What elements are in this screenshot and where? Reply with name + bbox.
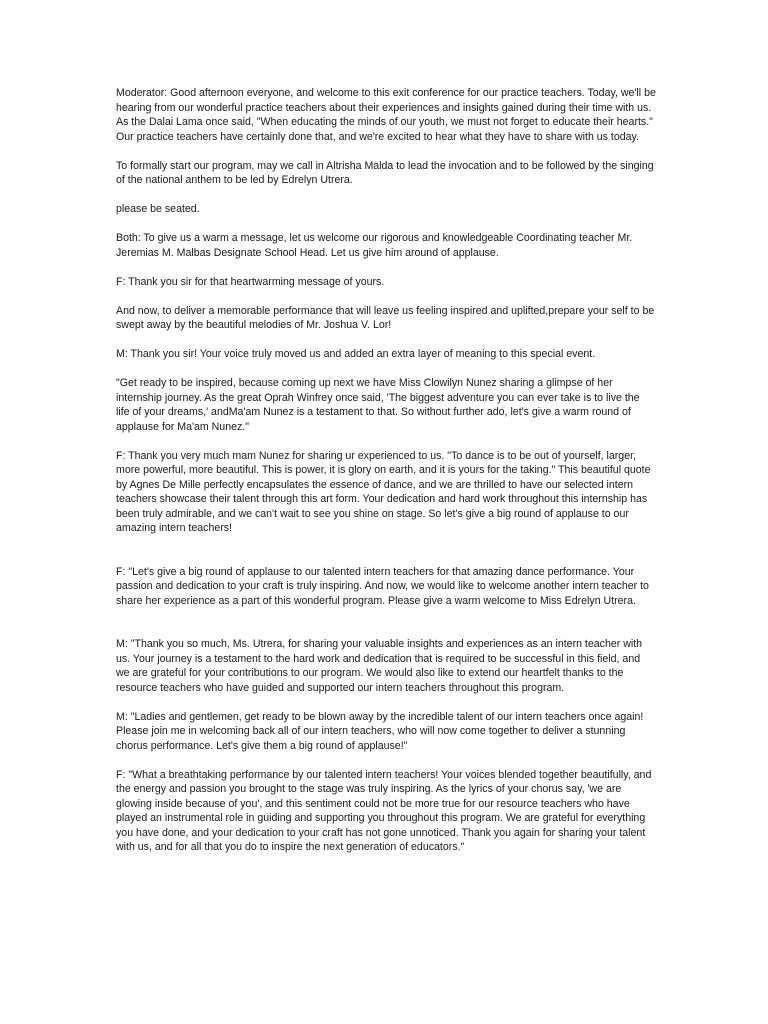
paragraph-program-start: To formally start our program, may we call in Altrisha Malda to lead the invocation and to be followed by the singing of the national anthem to be led by Edrelyn Utrera. (116, 159, 654, 186)
paragraph-nunez-intro: "Get ready to be inspired, because coming up next we have Miss Clowilyn Nunez sharing a glimpse of her internship journey. As the great Oprah Winfrey once said, 'The biggest adventure you can ever take is to live the life of your dreams,' andMa'am Nunez is a testament to that. So without further ado, let's give a warm round of applause for Ma'am Nunez." (116, 377, 640, 433)
paragraph-voice-moved: M: Thank you sir! Your voice truly moved us and added an extra layer of meaning to this special event. (116, 348, 596, 360)
document-page (116, 86, 656, 869)
paragraph-utrera-intro: F: "Let's give a big round of applause to our talented intern teachers for that amazing dance performance. Your passion and dedication to your craft is truly inspiring. And now, we would like to welcome another intern teacher to share her experience as a part of this wonderful program. Please give a warm welcome to Miss Edrelyn Utrera. (116, 565, 649, 607)
paragraph-chorus-intro: M: "Ladies and gentlemen, get ready to be blown away by the incredible talent of our intern teachers once again! Please join me in welcoming back all of our intern teachers, who will now come together to deliver a stunning chorus performance. Let's give them a big round of applause!" (116, 710, 644, 752)
paragraph-dance-quote: F: Thank you very much mam Nunez for sharing ur experienced to us. "To dance is to be out of yourself, larger, more powerful, more beautiful. This is power, it is glory on earth, and it is yours for the taking." This beautiful quote by Agnes De Mille perfectly encapsulates the essence of dance, and we are thrilled to have our selected intern teachers showcase their talent through this art form. Your dedication and hard work throughout this internship has been truly admirable, and we can't wait to see you shine on stage. So let's give a big round of applause to our amazing intern teachers! (116, 449, 651, 534)
paragraph-moderator-welcome: Moderator: Good afternoon everyone, and welcome to this exit conference for our practice teachers. Today, we'll be hearing from our wonderful practice teachers about their experiences and insights gained during their time with us. As the Dalai Lama once said, "When educating the minds of our youth, we must not forget to educate their hearts." Our practice teachers have certainly done that, and we're excited to hear what they have to share with us today. (116, 87, 656, 143)
paragraph-utrera-thanks: M: "Thank you so much, Ms. Utrera, for sharing your valuable insights and experiences as an intern teacher with us. Your journey is a testament to the hard work and dedication that is required to be successful in this field, and we are grateful for your contributions to our program. We would also like to extend our heartfelt thanks to the resource teachers who have guided and supported our intern teachers throughout this program. (116, 638, 643, 694)
paragraph-chorus-thanks: F: "What a breathtaking performance by our talented intern teachers! Your voices blended together beautifully, and the energy and passion you brought to the stage was truly inspiring. As the lyrics of your chorus say, 'we are glowing inside because of you', and this sentiment could not be more true for our resource teachers who have played an instrumental role in guiding and supporting you throughout this program. We are grateful for everything you have done, and your dedication to your craft has not gone unnoticed. Thank you again for sharing your talent with us, and for all that you do to inspire the next generation of educators." (116, 768, 652, 853)
paragraph-performance-intro: And now, to deliver a memorable performance that will leave us feeling inspired and uplifted,prepare your self to be swept away by the beautiful melodies of Mr. Joshua V. Lor! (116, 304, 655, 331)
paragraph-be-seated: please be seated. (116, 203, 200, 215)
paragraph-thank-you-sir: F: Thank you sir for that heartwarming message of yours. (116, 275, 385, 288)
paragraph-coordinating-teacher: Both: To give us a warm a message, let us welcome our rigorous and knowledgeable Coordinating teacher Mr. Jeremias M. Malbas Designate School Head. Let us give him around of applause. (116, 232, 633, 259)
